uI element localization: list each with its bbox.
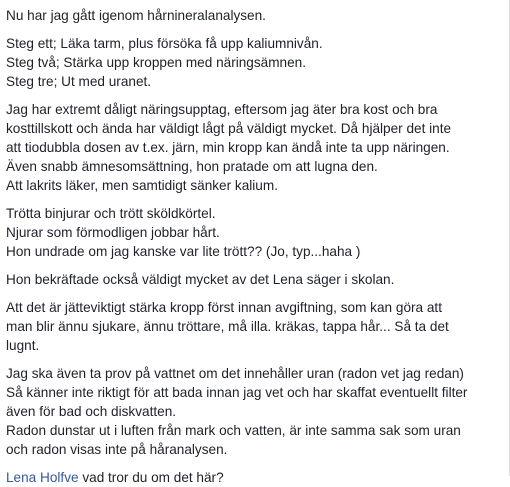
- post-text-line: Så känner inte riktigt för att bada innan jag vet och har skaffat eventuellt filter: [6, 385, 468, 400]
- post-text-line: Trötta binjurar och trött sköldkörtel.: [6, 206, 216, 221]
- post-text-line: och radon visas inte på håranalysen.: [6, 442, 228, 457]
- post-paragraph: [6, 364, 509, 459]
- post-paragraph: [6, 6, 509, 25]
- post-text-line: Steg ett; Läka tarm, plus försöka få upp kaliumnivån.: [6, 36, 323, 51]
- post-text-line: Steg tre; Ut med uranet.: [6, 74, 152, 89]
- post-text-line: kosttillskott och ända har väldigt lågt på väldigt mycket. Då hjälper det inte: [6, 121, 452, 136]
- post-paragraph: [6, 270, 509, 289]
- post-paragraph: [6, 204, 509, 261]
- post-text-line: Radon dunstar ut i luften från mark och vatten, är inte samma sak som uran: [6, 423, 461, 438]
- post-text-line: man blir ännu sjukare, ännu tröttare, må illa. kräkas, tappa hår... Så ta det: [6, 319, 449, 334]
- post-paragraph: [6, 34, 509, 91]
- post-text-line: Njurar som förmodligen jobbar hårt.: [6, 225, 220, 240]
- post-text-line: att tiodubbla dosen av t.ex. järn, min kropp kan ändå inte ta upp näringen.: [6, 140, 450, 155]
- post-text-line: Även snabb ämnesomsättning, hon pratade om att lugna den.: [6, 159, 378, 174]
- post-text-line: Att lakrits läker, men samtidigt sänker kalium.: [6, 178, 278, 193]
- post-paragraph: [6, 100, 509, 195]
- mention-paragraph: [6, 468, 509, 487]
- post-text-line: Steg två; Stärka upp kroppen med näringsämnen.: [6, 55, 306, 70]
- post-text-line: Jag har extremt dåligt näringsupptag, eftersom jag äter bra kost och bra: [6, 102, 438, 117]
- mention-question-text: vad tror du om det här?: [78, 470, 224, 485]
- mention-link-lena-holfve[interactable]: Lena Holfve: [6, 470, 79, 485]
- post-text-line: Att det är jätteviktigt stärka kropp först innan avgiftning, som kan göra att: [6, 300, 442, 315]
- post-text-line: Hon undrade om jag kanske var lite trött?? (Jo, typ...haha ): [6, 244, 361, 259]
- post-paragraph: [6, 298, 509, 355]
- post-text-line: Hon bekräftade också väldigt mycket av det Lena säger i skolan.: [6, 272, 395, 287]
- post-text-line: även för bad och diskvatten.: [6, 404, 177, 419]
- post-text-line: Jag ska även ta prov på vattnet om det innehåller uran (radon vet jag redan): [6, 366, 464, 381]
- post-text-line: Nu har jag gått igenom hårnineralanalysen.: [6, 8, 266, 23]
- post-text-line: lugnt.: [6, 338, 40, 353]
- post-paragraphs: [6, 6, 509, 459]
